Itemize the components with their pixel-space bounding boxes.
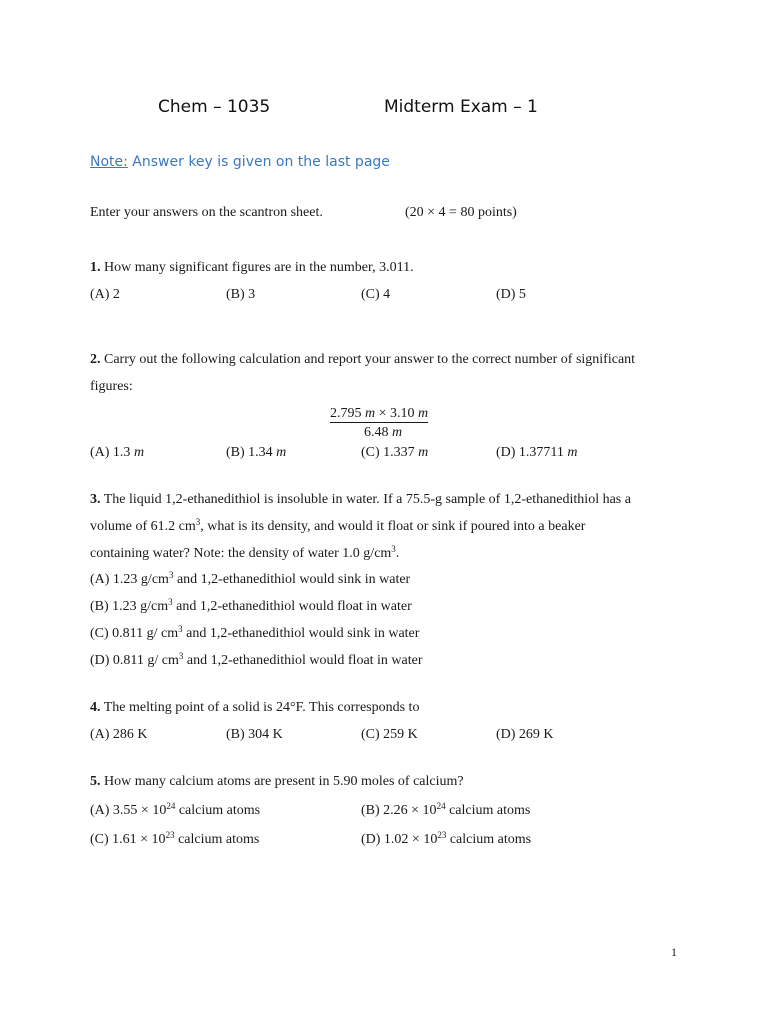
question-3-line-3: containing water? Note: the density of water 1.0 $g/cm^3$. (90, 544, 400, 561)
q1-option-d: (D) 5 (496, 287, 526, 302)
answer-key-note (90, 155, 390, 169)
question-number: 1. (90, 260, 101, 275)
q1-option-a: (A) 2 (90, 287, 120, 302)
q3-option-c: (C) 0.811 g/ $cm^3$ and 1,2-ethanedithiol would sink in water (90, 624, 420, 641)
question-number: 5. (90, 774, 101, 789)
q2-option-d: (D) 1.37711 m (496, 445, 578, 460)
q5-option-d: (D) $1.02 \times 10^{23}$ calcium atoms (361, 830, 532, 847)
fraction-denominator: 6.48 m (364, 425, 403, 440)
q5-option-b: (B) $2.26 \times 10^{24}$ calcium atoms (361, 801, 531, 818)
note-text: Answer key is given on the last page (127, 154, 390, 170)
question-number: 3. (90, 492, 101, 507)
q3-option-d: (D) 0.811 g/ $cm^3$ and 1,2-ethanedithiol would float in water (90, 651, 423, 668)
fraction-numerator: 2.795 m × 3.10 m (330, 406, 429, 421)
question-5 (90, 775, 464, 789)
q2-option-b: (B) 1.34 m (226, 445, 287, 460)
q1-option-b: (B) 3 (226, 287, 256, 302)
course-title: Chem – 1035 (158, 97, 271, 117)
q3-option-b: (B) 1.23 $g/cm^3$ and 1,2-ethanedithiol would float in water (90, 597, 412, 614)
q4-option-c: (C) 259 K (361, 727, 418, 742)
question-text: How many calcium atoms are present in 5.90 moles of calcium? (100, 774, 464, 789)
question-text: The melting point of a solid is 24°F. This corresponds to (100, 700, 420, 715)
q4-option-a: (A) 286 K (90, 727, 148, 742)
question-3 (90, 493, 631, 507)
exam-title: Midterm Exam – 1 (384, 97, 538, 117)
question-text: The liquid 1,2-ethanedithiol is insoluble in water. If a 75.5-g sample of 1,2-ethanedithiol has a (100, 492, 631, 507)
question-text: How many significant figures are in the number, 3.011. (100, 260, 414, 275)
question-1 (90, 261, 414, 275)
q5-option-c: (C) $1.61 \times 10^{23}$ calcium atoms (90, 830, 260, 847)
question-text: Carry out the following calculation and report your answer to the correct number of significant (100, 352, 636, 367)
q2-option-a: (A) 1.3 m (90, 445, 145, 460)
question-number: 2. (90, 352, 101, 367)
q1-option-c: (C) 4 (361, 287, 391, 302)
q4-option-d: (D) 269 K (496, 727, 554, 742)
note-label: Note: (90, 154, 128, 170)
instructions-text: Enter your answers on the scantron sheet. (90, 205, 323, 220)
question-2 (90, 353, 635, 367)
points-info: (20 × 4 = 80 points) (405, 205, 517, 220)
q4-option-b: (B) 304 K (226, 727, 283, 742)
question-4 (90, 701, 419, 715)
page-number: 1 (671, 945, 677, 959)
question-3-line-2: volume of 61.2 $cm^3$, what is its density, and would it float or sink if poured into a beaker (90, 517, 586, 534)
question-2-line-2: figures: (90, 379, 133, 394)
q5-option-a: (A) $3.55 \times 10^{24}$ calcium atoms (90, 801, 261, 818)
q3-option-a: (A) 1.23 $g/cm^3$ and 1,2-ethanedithiol would sink in water (90, 570, 411, 587)
q2-option-c: (C) 1.337 m (361, 445, 429, 460)
question-number: 4. (90, 700, 101, 715)
